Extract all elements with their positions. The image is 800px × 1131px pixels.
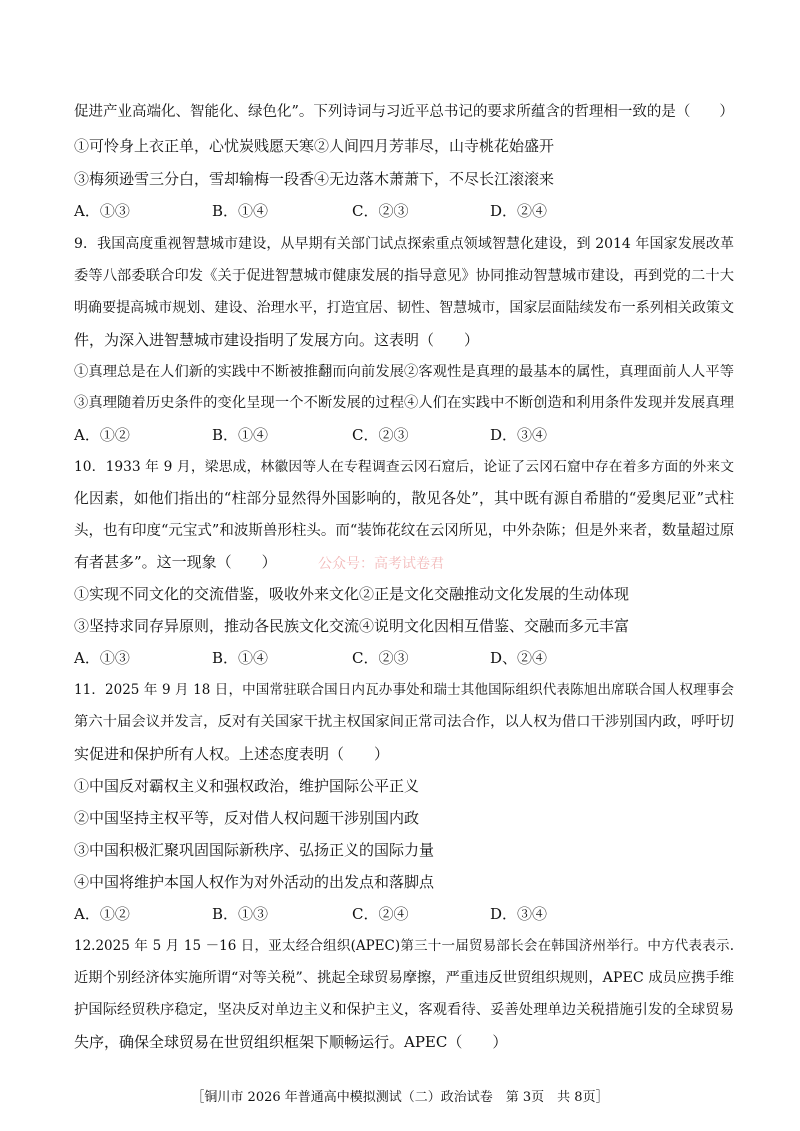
q10-option-a: A．①③ xyxy=(74,649,130,667)
q10-stem-line-3: 头，也有印度“元宝式”和波斯兽形柱头。而“装饰花纹在云冈所见，中外杂陈；但是外来者，数量超过原 xyxy=(74,523,735,539)
q11-statement-2: ②中国坚持主权平等，反对借人权问题干涉别国内政 xyxy=(74,809,420,827)
q11-stem-line-3: 实促进和保护所有人权。上述态度表明（ ） xyxy=(74,745,390,763)
q11-stem-line-1: 11．2025 年 9 月 18 日，中国常驻联合国日内瓦办事处和瑞士其他国际组织代表陈旭出席联合国人权理事会 xyxy=(74,682,734,698)
q9-stem-line-1: 9．我国高度重视智慧城市建设，从早期有关部门试点探索重点领域智慧化建设，到 2014 年国家发展改革 xyxy=(74,236,734,252)
q9-stem-line-4: 件，为深入进智慧城市建设指明了发展方向。这表明（ ） xyxy=(74,331,480,349)
q10-statement-1: ①实现不同文化的交流借鉴，吸收外来文化②正是文化交融推动文化发展的生动体现 xyxy=(74,585,630,603)
q10-option-b: B．①④ xyxy=(212,649,269,667)
q8-statement-1: ①可怜身上衣正单，心忧炭贱愿天寒②人间四月芳菲尽，山寺桃花始盛开 xyxy=(74,137,555,155)
q12-stem-line-4: 失序，确保全球贸易在世贸组织框架下顺畅运行。APEC（ ） xyxy=(74,1033,508,1051)
q8-statement-2: ③梅须逊雪三分白，雪却输梅一段香④无边落木萧萧下，不尽长江滚滚来 xyxy=(74,170,555,188)
q11-statement-4: ④中国将维护本国人权作为对外活动的出发点和落脚点 xyxy=(74,873,435,891)
q10-stem-line-1: 10．1933 年 9 月，梁思成，林徽因等人在专程调查云冈石窟后，论证了云冈石窟中存在着多方面的外来文 xyxy=(74,459,734,475)
q9-option-c: C．②③ xyxy=(352,426,409,444)
q8-option-b: B．①④ xyxy=(212,202,269,220)
q8-stem: 促进产业高端化、智能化、绿色化”。下列诗词与习近平总书记的要求所蕴含的哲理相一致的是（ ） xyxy=(74,104,734,120)
q9-stem-line-3: 明确要提高城市规划、建设、治理水平，打造宜居、韧性、智慧城市，国家层面陆续发布一系列相关政策文 xyxy=(74,300,734,316)
q9-statement-1: ①真理总是在人们新的实践中不断被推翻而向前发展②客观性是真理的最基本的属性，真理面前人人平等 xyxy=(74,364,734,380)
q11-option-c: C．②④ xyxy=(352,905,409,923)
watermark-text: 公众号：高考试卷君 xyxy=(318,556,444,572)
q12-stem-line-3: 护国际经贸秩序稳定，坚决反对单边主义和保护主义，客观看待、妥善处理单边关税措施引发的全球贸易 xyxy=(74,1002,734,1018)
q10-statement-2: ③坚持求同存异原则，推动各民族文化交流④说明文化因相互借鉴、交融而多元丰富 xyxy=(74,617,630,635)
q8-option-d: D．②④ xyxy=(490,202,548,220)
q12-stem-line-2: 近期个别经济体实施所谓“对等关税”、挑起全球贸易摩擦，严重违反世贸组织规则，APEC 成员应携手维 xyxy=(74,970,734,986)
q10-stem-line-2: 化因素，如他们指出的“柱部分显然得外国影响的，散见各处”，其中既有源自希腊的“爱奥尼亚”式柱 xyxy=(74,490,734,507)
q10-option-d: D、②④ xyxy=(490,649,548,667)
q9-stem-line-2: 委等八部委联合印发《关于促进智慧城市健康发展的指导意见》协同推动智慧城市建设，再到党的二十大 xyxy=(74,268,734,284)
q9-option-d: D．③④ xyxy=(490,426,548,444)
page-footer: ［铜川市 2026 年普通高中模拟测试（二）政治试卷 第 3页 共 8页］ xyxy=(191,1090,609,1105)
q11-option-d: D．③④ xyxy=(490,905,548,923)
q8-option-a: A．①③ xyxy=(74,202,130,220)
q11-stem-line-2: 第六十届会议并发言，反对有关国家干扰主权国家间正常司法合作，以人权为借口干涉别国内政，呼吁切 xyxy=(74,714,734,730)
q10-option-c: C．②③ xyxy=(352,649,409,667)
q8-option-c: C．②③ xyxy=(352,202,409,220)
q9-option-b: B．①④ xyxy=(212,426,269,444)
q9-option-a: A．①② xyxy=(74,426,130,444)
q9-statement-2: ③真理随着历史条件的变化呈现一个不断发展的过程④人们在实践中不断创造和利用条件发现并发展真理 xyxy=(74,395,734,411)
q10-stem-line-4: 有者甚多”。这一现象（ ） xyxy=(74,553,277,571)
q11-statement-3: ③中国积极汇聚巩固国际新秩序、弘扬正义的国际力量 xyxy=(74,841,435,859)
q11-option-b: B．①③ xyxy=(212,905,269,923)
q12-stem-line-1: 12.2025 年 5 月 15 －16 日，亚太经合组织(APEC)第三十一届贸易部长会在韩国济州举行。中方代表表示. xyxy=(74,938,734,954)
q11-statement-1: ①中国反对霸权主义和强权政治，维护国际公平正义 xyxy=(74,777,420,795)
q11-option-a: A．①② xyxy=(74,905,130,923)
